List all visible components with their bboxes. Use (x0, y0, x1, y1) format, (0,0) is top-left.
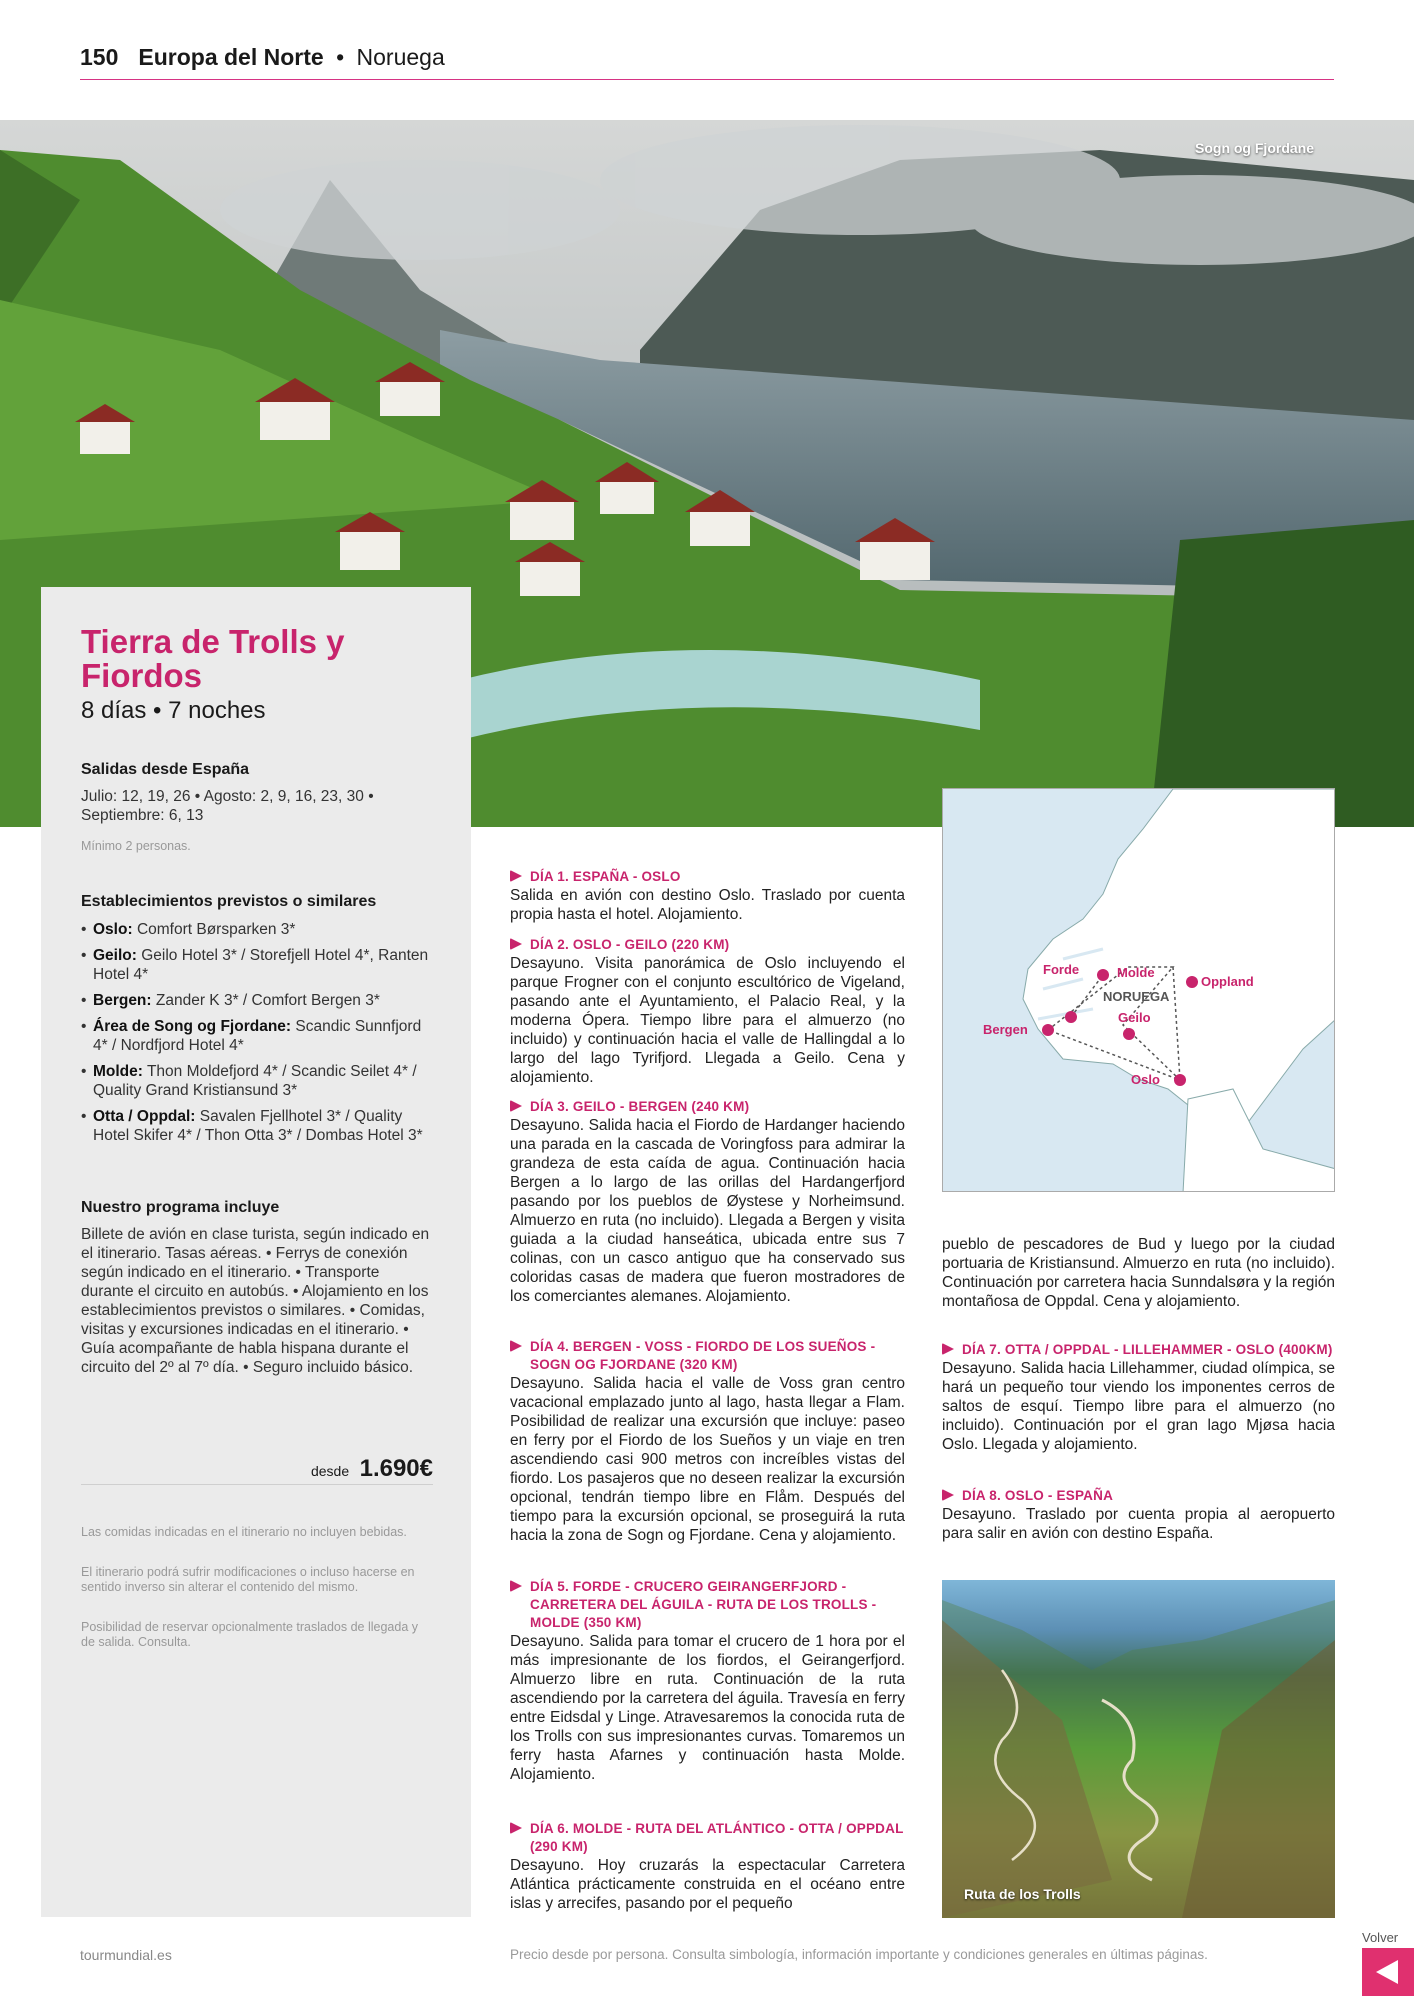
trolls-road-photo (942, 1580, 1335, 1918)
header-section (138, 44, 444, 71)
footer-note: Precio desde por persona. Consulta simbología, información importante y condiciones generales en últimas páginas. (510, 1947, 1208, 1962)
day-3 (510, 1098, 905, 1306)
day-title: DÍA 4. BERGEN - VOSS - FIORDO DE LOS SUEÑOS - SOGN OG FJORDANE (320 KM) (510, 1338, 905, 1374)
includes-heading: Nuestro programa incluye (81, 1199, 280, 1216)
day-6 (510, 1820, 905, 1913)
map-city-oppland: Oppland (1201, 974, 1254, 989)
day-8 (942, 1487, 1335, 1543)
back-arrow-icon[interactable] (1362, 1948, 1414, 1996)
day-7 (942, 1341, 1335, 1454)
departures-dates: Julio: 12, 19, 26 • Agosto: 2, 9, 16, 23, 30 • Septiembre: 6, 13 (81, 788, 374, 824)
day-title: DÍA 1. ESPAÑA - OSLO (510, 868, 905, 886)
hotels-list (81, 920, 431, 1152)
price-label: desde (310, 1463, 350, 1479)
map-city-oslo: Oslo (1131, 1072, 1160, 1087)
price-value: 1.690€ (359, 1455, 433, 1482)
map-city-bergen: Bergen (983, 1022, 1028, 1037)
hotel-item: • Oslo: Comfort Børsparken 3* (81, 920, 431, 939)
note-itinerary: El itinerario podrá sufrir modificaciones o incluso hacerse en sentido inverso sin alterar el contenido del mismo. (81, 1565, 415, 1594)
day-text: Desayuno. Salida para tomar el crucero de 1 hora por el más impresionante de los fiordos, el Geirangerfjord. Almuerzo libre en ruta. Continuación de la ruta ascendiendo por la carretera del águila. Travesía en ferry entre Eidsdal y Linge. Atravesaremos la conocida ruta de los Trolls con sus impresionantes curvas. Tomaremos un ferry hasta Afarnes y continuación hasta Molde. Alojamiento. (510, 1633, 905, 1783)
map-city-geilo: Geilo (1118, 1010, 1151, 1025)
header-separator: • (336, 44, 345, 70)
mountain-road-illustration (942, 1580, 1335, 1918)
day-title: DÍA 7. OTTA / OPPDAL - LILLEHAMMER - OSLO (400KM) (942, 1341, 1335, 1359)
day-title: DÍA 2. OSLO - GEILO (220 KM) (510, 936, 905, 954)
hotel-item: • Otta / Oppdal: Savalen Fjellhotel 3* / Quality Hotel Skifer 4* / Thon Otta 3* / Dombas Hotel 3* (81, 1107, 431, 1145)
footer-site[interactable]: tourmundial.es (80, 1947, 172, 1963)
day-text: Desayuno. Hoy cruzarás la espectacular Carretera Atlántica prácticamente construida en el océano entre islas y arrecifes, pasando por el pequeño (510, 1857, 905, 1912)
day-1 (510, 868, 905, 924)
day-text: Desayuno. Traslado por cuenta propia al aeropuerto para salir en avión con destino España. (942, 1506, 1335, 1542)
day-6-continuation: pueblo de pescadores de Bud y luego por la ciudad portuaria de Kristiansund. Almuerzo en ruta (no incluido). Continuación por carretera hacia Sunndalsøra y la región montañosa de Oppdal. Cena y alojamiento. (942, 1236, 1335, 1310)
departures-heading: Salidas desde España (81, 761, 250, 778)
day-text: Desayuno. Salida hacia el valle de Voss gran centro vacacional emplazado junto al lago, hasta llegar a Flam. Posibilidad de realizar una excursión que incluye: paseo en ferry por el Fiordo de los Sueños y un viaje en tren ascendiendo casi 900 metros con increíbles vistas del fiordo. Los pasajeros que no deseen realizar la excursión opcional, tendrán tiempo libre en Flåm. Después del tiempo para la excursión opcional, se proseguirá la ruta hacia la zona de Sogn og Fjordane. Cena y alojamiento. (510, 1375, 905, 1544)
minimum-passengers: Mínimo 2 personas. (81, 839, 191, 853)
hotel-item: • Bergen: Zander K 3* / Comfort Bergen 3* (81, 991, 431, 1010)
region-name: Europa del Norte (138, 44, 324, 70)
hero-caption: Sogn og Fjordane (1195, 140, 1314, 156)
day-text: Desayuno. Salida hacia Lillehammer, ciudad olímpica, se hará un pequeño tour viendo los imponentes cerros de saltos de esquí. Tiempo libre para el almuerzo (no incluido). Continuación por el gran lago Mjøsa hacia Oslo. Llegada y alojamiento. (942, 1360, 1335, 1453)
back-label[interactable]: Volver (1362, 1930, 1399, 1945)
map-city-molde: Molde (1117, 965, 1155, 980)
page-number: 150 (80, 44, 119, 70)
day-title: DÍA 3. GEILO - BERGEN (240 KM) (510, 1098, 905, 1116)
includes-text: Billete de avión en clase turista, según indicado en el itinerario. Tasas aéreas. • Ferrys de conexión según indicado en el itinerario. • Transporte durante el circuito en autobús. • Alojamiento en los establecimientos previstos o similares. • Comidas, visitas y excursiones indicadas en el itinerario. • Guía acompañante de habla hispana durante el circuito del 2º al 7º día. • Seguro incluido básico. (81, 1226, 430, 1376)
day-2 (510, 936, 905, 1087)
norway-map-illustration (943, 789, 1335, 1192)
map-city-forde: Forde (1043, 962, 1080, 977)
day-4 (510, 1338, 905, 1545)
day-text: Salida en avión con destino Oslo. Traslado por cuenta propia hasta el hotel. Alojamiento. (510, 887, 905, 923)
route-map (942, 788, 1335, 1192)
hotel-item: • Geilo: Geilo Hotel 3* / Storefjell Hotel 4*, Ranten Hotel 4* (81, 946, 431, 984)
day-title: DÍA 8. OSLO - ESPAÑA (942, 1487, 1335, 1505)
country-name: Noruega (356, 44, 445, 70)
map-country-label: NORUEGA (1103, 989, 1170, 1004)
trip-duration: 8 días • 7 noches (81, 697, 266, 724)
note-transfers: Posibilidad de reservar opcionalmente traslados de llegada y de salida. Consulta. (81, 1620, 419, 1649)
trip-summary-panel (41, 587, 471, 1917)
hotel-item: • Área de Song og Fjordane: Scandic Sunnfjord 4* / Nordfjord Hotel 4* (81, 1017, 431, 1055)
price-box (81, 1455, 433, 1485)
hotel-item: • Molde: Thon Moldefjord 4* / Scandic Seilet 4* / Quality Grand Kristiansund 3* (81, 1062, 431, 1100)
day-5 (510, 1578, 905, 1784)
trolls-caption: Ruta de los Trolls (964, 1886, 1081, 1902)
trip-title: Tierra de Trolls y Fiordos (81, 623, 345, 694)
note-meals: Las comidas indicadas en el itinerario no incluyen bebidas. (81, 1525, 407, 1539)
hotels-heading: Establecimientos previstos o similares (81, 893, 377, 910)
day-text: Desayuno. Salida hacia el Fiordo de Hardanger haciendo una parada en la cascada de Voringfoss para admirar la grandeza de esta caída de agua. Continuación hacia Bergen a lo largo de las orillas del Hardangerfjord pasando por los pueblos de Øystese y Norheimsund. Almuerzo en ruta (no incluido). Llegada a Bergen y visita guiada a la ciudad hanseática, ubicada entre sus 7 colinas, con un casco antiguo que ha conservado sus coloridas casas de madera que fueron mostradores de los comerciantes alemanes. Alojamiento. (510, 1117, 905, 1305)
day-title: DÍA 6. MOLDE - RUTA DEL ATLÁNTICO - OTTA / OPPDAL (290 KM) (510, 1820, 905, 1856)
page-header (80, 44, 1334, 80)
day-text: Desayuno. Visita panorámica de Oslo incluyendo el parque Frogner con el conjunto escultórico de Vigeland, pasando ante el Ayuntamiento, el Palacio Real, y la moderna Ópera. Tiempo libre para el almuerzo (no incluido) y continuación hacia el valle de Hallingdal a lo largo del lago Tyrifjord. Llegada a Geilo. Cena y alojamiento. (510, 955, 905, 1086)
day-title: DÍA 5. FORDE - CRUCERO GEIRANGERFJORD - CARRETERA DEL ÁGUILA - RUTA DE LOS TROLLS - MOLDE (350 KM) (510, 1578, 905, 1632)
